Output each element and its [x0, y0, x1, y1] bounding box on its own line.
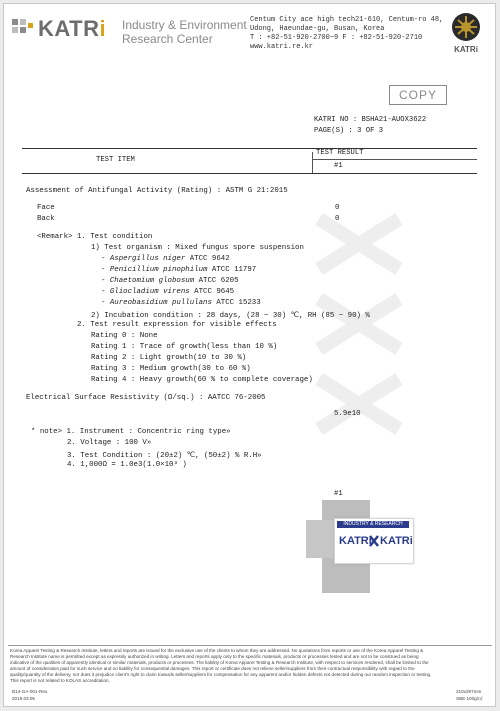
- copy-stamp: COPY: [389, 85, 447, 105]
- disclaimer-line: Korea Apparel Testing & Research Institute, letters and reports are issued for the exclusive use of the clients to whom they are addressed. No quotations from reports or use of the Korea Apparel Testing &: [10, 648, 424, 653]
- sample-label: #1: [334, 490, 343, 498]
- report-number: KATRI NO : BSHA21-AUOX3622: [314, 116, 427, 124]
- tag-logo-text: KATRi: [380, 535, 413, 547]
- note-item: * note> 1. Instrument : Concentric ring type»: [31, 428, 231, 436]
- organism-item: - Gliocladium virens ATCC 9645: [101, 288, 235, 296]
- note-item: 4. 1,000Ω = 1.0e3(1.0×10³ ): [67, 461, 187, 469]
- disclaimer-line: quality/quantity of the delivery, nor does it prejudice client's right to claim towards seller/suppliers for compensation for any apparent and/or hidden defects not detected during our random inspection or testing.: [10, 672, 432, 677]
- footer-rule: [8, 645, 492, 646]
- org-name-line1: Industry & Environment: [122, 18, 247, 32]
- organism-item: - Aureobasidium pullulans ATCC 15233: [101, 299, 261, 307]
- sample-column-header: #1: [334, 162, 343, 170]
- paper-size: 210x297mm: [456, 689, 482, 694]
- tag-banner: INDUSTRY & RESEARCH: [337, 521, 409, 528]
- disclaimer-line: amount of consideration paid for such service and no liability for consequential damages. This report or certificate does not relieve seller/suppliers from their contractual responsibility with regard to the: [10, 666, 415, 671]
- face-label: Face: [37, 204, 55, 212]
- incubation-line: 2) Incubation condition : 28 days, (28 ~ 30) ℃, RH (85 ~ 90) %: [91, 312, 370, 320]
- tag-mark-icon: [369, 534, 379, 548]
- rating-item: Rating 4 : Heavy growth(60 % to complete coverage): [91, 376, 313, 384]
- katri-seal-icon: [448, 10, 484, 56]
- contact-line: T : +82-51-920-2700~9 F : +82-51-920-2710: [250, 34, 423, 42]
- note-item: 2. Voltage : 100 V»: [67, 439, 152, 447]
- column-divider: [312, 152, 313, 173]
- face-value: 0: [335, 204, 340, 212]
- note-item: 3. Test Condition : (20±2) ℃, (50±2) % R.H»: [67, 452, 262, 460]
- form-code: B14-GA-001-Rev.: [12, 689, 49, 694]
- result-subrule: [312, 159, 477, 160]
- table-header-rule: [22, 173, 477, 174]
- report-page: [3, 3, 496, 707]
- seal-text: KATRi: [454, 45, 478, 54]
- paper-weight: SBE 100g/㎡: [456, 696, 483, 701]
- brand-logo: KATRi: [38, 16, 107, 41]
- address-line: Udong, Haeundae-gu, Busan, Korea: [250, 25, 385, 33]
- rating-item: Rating 0 : None: [91, 332, 158, 340]
- organism-item: - Chaetomium globosum ATCC 6205: [101, 277, 239, 285]
- rating-item: Rating 3 : Medium growth(30 to 60 %): [91, 365, 251, 373]
- back-label: Back: [37, 215, 55, 223]
- table-top-rule: [22, 148, 477, 149]
- disclaimer-line: Research Institute name is permitted except as expressly authorized in writing. Letters and reports apply only to the specific materials, products or processes tested and are not to be construed as being: [10, 654, 419, 659]
- sample-tag: [334, 518, 414, 564]
- organism-line: 1) Test organism : Mixed fungus spore suspension: [91, 244, 304, 252]
- tag-logo-text: KATRi: [339, 535, 372, 547]
- page-count: PAGE(S) : 3 OF 3: [314, 127, 384, 135]
- disclaimer-line: indicative of the qualities of apparently identical or similar materials, products or processes. The liability of Korea Apparel Testing & Research Institute, with respect to services rendered, shall be limited to the: [10, 660, 429, 665]
- resistivity-value: 5.9e10: [334, 410, 361, 418]
- katri-logo-icon: [10, 16, 36, 38]
- resistivity-title: Electrical Surface Resistivity (Ω/sq.) : AATCC 76-2005: [26, 394, 266, 402]
- org-name-line2: Research Center: [122, 32, 213, 46]
- test-result-header: TEST RESULT: [316, 149, 364, 157]
- disclaimer-line: This report is not related to KOLAS accreditation.: [10, 678, 110, 683]
- antifungal-title: Assessment of Antifungal Activity (Rating) : ASTM G 21:2015: [26, 187, 288, 195]
- rating-item: Rating 2 : Light growth(10 to 30 %): [91, 354, 247, 362]
- website-line: www.katri.re.kr: [250, 43, 314, 51]
- watermark-icon: [304, 199, 414, 459]
- rating-item: Rating 1 : Trace of growth(less than 10 %): [91, 343, 278, 351]
- expression-title: 2. Test result expression for visible effects: [77, 321, 277, 329]
- organism-item: - Aspergillus niger ATCC 9642: [101, 255, 230, 263]
- back-value: 0: [335, 215, 340, 223]
- address-line: Centum City ace high tech21-610, Centum-ro 48,: [250, 16, 444, 24]
- test-item-header: TEST ITEM: [96, 156, 135, 164]
- remark-heading: <Remark> 1. Test condition: [37, 233, 153, 241]
- form-date: 2019.03.05: [12, 696, 35, 701]
- organism-item: - Penicillium pinophilum ATCC 11797: [101, 266, 257, 274]
